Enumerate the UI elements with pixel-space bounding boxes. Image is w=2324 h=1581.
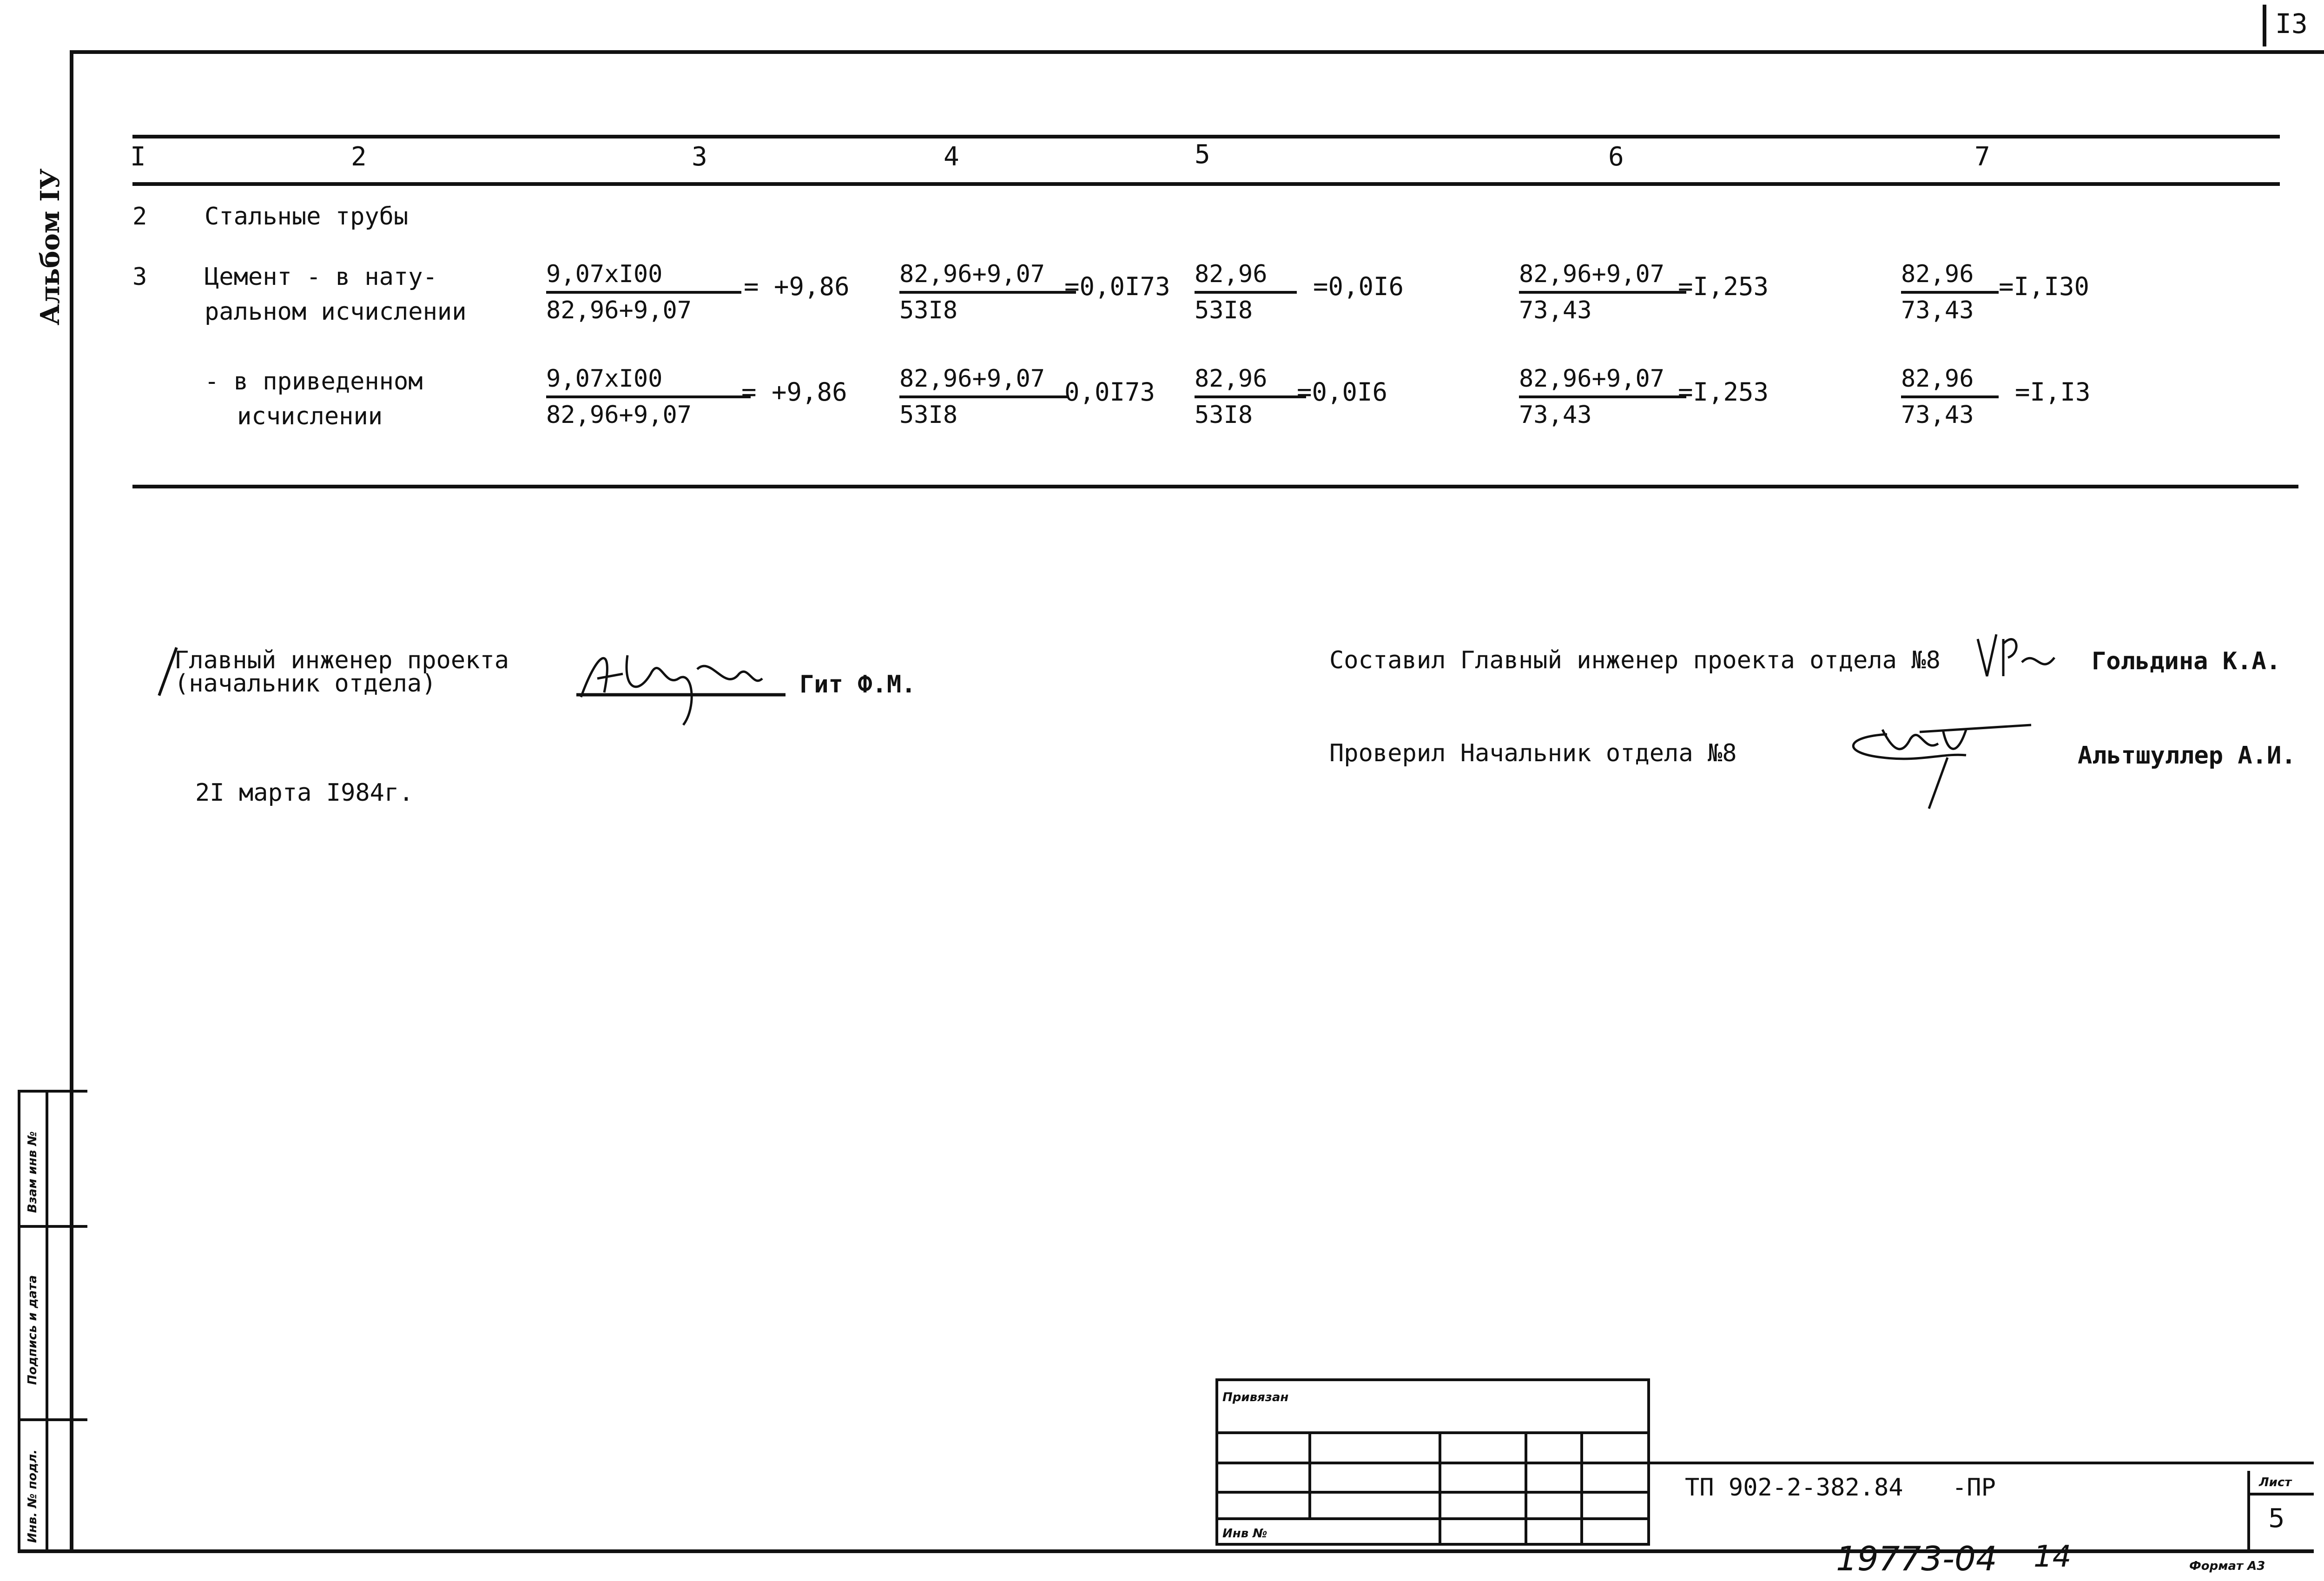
inv-label: Инв № [1222,1527,1268,1541]
table-rule-header [132,182,2280,186]
fraction-col6 [1519,260,1686,324]
table-rule-bottom [132,485,2298,488]
left-stamp-inner [46,1090,48,1552]
page-number: I3 [2275,8,2308,40]
title-block-top [1650,1462,2314,1464]
col-header-2: 2 [351,142,367,172]
col-header-4: 4 [944,142,959,172]
archive-number: 19773-04 [1836,1539,1997,1578]
left-stamp-div2 [18,1418,87,1421]
document-code: ТП 902-2-382.84 [1685,1474,1903,1502]
fraction-denominator: 82,96+9,07 [546,296,692,324]
attached-label: Привязан [1222,1390,1289,1404]
checked-name: Альтшуллер А.И. [2078,742,2296,770]
left-stamp-top [18,1090,87,1093]
fraction-col5 [1195,260,1297,324]
fraction-denominator: 53I8 [1195,401,1253,429]
attachment-grid-col [1439,1431,1441,1546]
col-header-7: 7 [1974,142,1990,172]
sheet-box-divider [2247,1493,2314,1495]
document-suffix: -ПР [1952,1474,1996,1502]
fraction-result: =0,0I6 [1297,377,1388,407]
fraction-col4 [899,365,1069,429]
fraction-col5 [1195,365,1306,429]
chief-engineer-name: Гит Ф.М. [799,671,916,698]
sheet-box-left [2247,1471,2250,1550]
fraction-numerator: 82,96+9,07 [899,365,1069,398]
fraction-col7 [1901,260,1999,324]
frame-left [70,50,73,1553]
fraction-col6 [1519,365,1686,429]
sheet-number: 5 [2268,1503,2285,1534]
row-number: 3 [132,263,147,291]
chief-engineer-title: Главный инженер проекта [174,646,509,674]
chief-engineer-title-2: (начальник отдела) [174,670,436,698]
row-name-line2: ральном исчислении [205,298,467,326]
fraction-denominator: 82,96+9,07 [546,401,692,429]
fraction-result: =I,I3 [2015,377,2091,407]
sign-date: 2I марта I984г. [195,779,414,807]
fraction-col3 [546,260,741,324]
attachment-grid-col [1525,1431,1527,1546]
fraction-denominator: 53I8 [899,401,958,429]
left-stamp-outer [18,1090,20,1552]
attachment-grid-col [1308,1431,1311,1517]
fraction-denominator: 53I8 [1195,296,1253,324]
fraction-denominator: 53I8 [899,296,958,324]
fraction-numerator: 82,96 [1901,365,1999,398]
row-name-line2: исчислении [237,402,383,430]
compiled-label: Составил Главный инженер проекта отдела №8 [1329,646,1941,674]
fraction-numerator: 82,96+9,07 [1519,365,1686,398]
col-header-5: 5 [1195,139,1210,170]
fraction-result: =0,0I73 [1064,272,1170,301]
frame-top [70,50,2324,54]
left-stamp-field2: Подпись и дата [26,1275,40,1385]
row-name: Стальные трубы [205,203,409,231]
attachment-grid-rule [1215,1431,1650,1434]
compiled-name: Гольдина К.А. [2092,647,2281,675]
fraction-denominator: 73,43 [1901,401,1974,429]
fraction-denominator: 73,43 [1519,401,1592,429]
col-header-6: 6 [1608,142,1624,172]
fraction-result: =I,253 [1678,272,1769,301]
fraction-numerator: 9,07xI00 [546,260,741,294]
fraction-col4 [899,260,1076,324]
table-rule-top [132,135,2280,138]
fraction-numerator: 82,96+9,07 [1519,260,1686,294]
row-name-line1: - в приведенном [205,368,423,395]
row-number: 2 [132,203,147,231]
sheet-label: Лист [2259,1476,2292,1489]
page-number-divider [2263,5,2266,46]
fraction-numerator: 82,96 [1195,365,1306,398]
fraction-numerator: 82,96 [1901,260,1999,294]
attachment-grid-rule [1215,1462,1650,1464]
fraction-result: =0,0I6 [1313,272,1404,301]
fraction-result: =I,I30 [1999,272,2090,301]
fraction-result: = +9,86 [744,272,850,301]
album-label: Альбом IУ [35,168,66,325]
fraction-denominator: 73,43 [1901,296,1974,324]
left-stamp-field1: Взам инв № [26,1131,40,1213]
chief-engineer-signature [572,637,786,730]
left-stamp-div1 [18,1225,87,1228]
fraction-col3 [546,365,751,429]
col-header-1: I [130,142,146,172]
fraction-result: = +9,86 [741,377,847,407]
fraction-result: 0,0I73 [1064,377,1155,407]
fraction-numerator: 82,96+9,07 [899,260,1076,294]
row-name-line1: Цемент - в нату- [205,263,437,291]
attachment-grid-rule [1215,1517,1650,1520]
compiled-signature [1971,625,2064,690]
fraction-denominator: 73,43 [1519,296,1592,324]
fraction-numerator: 9,07xI00 [546,365,751,398]
col-header-3: 3 [692,142,707,172]
checked-label: Проверил Начальник отдела №8 [1329,739,1737,767]
fraction-col7 [1901,365,1999,429]
attachment-grid-rule [1215,1491,1650,1494]
checked-signature [1827,711,2036,813]
fraction-result: =I,253 [1678,377,1769,407]
fraction-numerator: 82,96 [1195,260,1297,294]
format-label: Формат А3 [2189,1559,2265,1573]
archive-sheet: 14 [2034,1540,2072,1574]
attachment-grid-col [1580,1431,1583,1546]
left-stamp-field3: Инв. № подл. [26,1449,40,1543]
